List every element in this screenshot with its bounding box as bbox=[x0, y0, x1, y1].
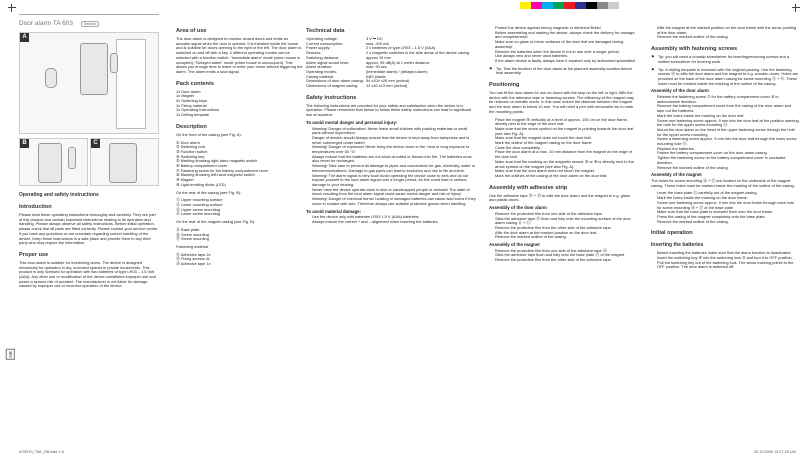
adhesive-item: • Remove the protective film from one side of the adhesive tape. bbox=[495, 212, 637, 217]
language-side-tab: GB bbox=[7, 351, 13, 358]
rear-item: ⑭ Lower screw mounting bbox=[176, 211, 220, 217]
screw-item: • Fasten the battery compartment cover on the door alarm casing. bbox=[657, 151, 799, 156]
avoid-heading: To avoid mortal danger and personal injury: bbox=[306, 119, 398, 125]
footer-right: 25.10.2006 13:27:20 Uhr bbox=[753, 450, 796, 454]
pack-heading: Pack contents bbox=[176, 80, 214, 87]
magnet-intro: On the rear of the magnet casing (see Fig. B): bbox=[176, 219, 256, 225]
affix-item: • Remove the marked outline of the casing. bbox=[657, 35, 799, 40]
safety-heading: Safety instructions bbox=[306, 94, 357, 101]
tech-key: Dimensions of magnet casing: bbox=[306, 83, 359, 89]
screw-magnet-item: • Remove the marked outline of the casing. bbox=[657, 220, 799, 225]
adhesive-item: • Affix the door alarm at the marked position on the door leaf. bbox=[495, 231, 637, 236]
desc-item: ⑦ Fastening screw for the battery compartment cover bbox=[176, 167, 269, 173]
desc-item: ① Door alarm bbox=[176, 139, 200, 145]
pack-item: 1x Magnet bbox=[176, 93, 195, 99]
tech-value: 54 x104 x26 mm (wxhxd) bbox=[366, 78, 410, 84]
footer-left: KOEHO_TA6_GB.indd 1-5 bbox=[19, 450, 64, 454]
desc-item: ④ Switching key bbox=[176, 153, 205, 159]
screw-item: • Remove the battery compartment cover from the casing of the door alarm and take out the batteries. bbox=[657, 104, 799, 113]
protect-item: • Remove the batteries when the device is not in use over a longer period. bbox=[495, 50, 637, 55]
battery-item: • Pull the switching key out of the switching lock. The arrow marking points to the OFF position. The door alarm is switched off. bbox=[657, 261, 799, 270]
screw-item: • Screw one fastening screw approx. 9 mm into the door leaf at the position marking the hole for the upper screw mounting ⑬. bbox=[657, 119, 799, 128]
material-item: • Use the device only with batteries LR03 1.5 V (AAA) batteries! bbox=[312, 215, 476, 220]
tech-key: Operating modes: bbox=[306, 68, 337, 74]
proper-use-text: This door alarm is suitable for monitoring doors. The device is designed exclusively for operation in dry, enclosed spaces in private households. This product is only licensed for operation with two batteries of type LR03 – 1.5 Volt (AAA). Any other use or modification of the device constitutes improper use and poses a serious risk of accident. The manufacturer is not liable for damage caused by improper use or incorrect operation of the device. bbox=[19, 259, 156, 289]
template-tip: ⚑ Tip: A drilling template is enclosed with the original packing. Use the fastening screws ⑲ to affix the door alarm and the magnet to e.g. wooden doors. Holes are provided on the back of the door alarm casing for screw mounting ⑬ + ⑭. These holes must be marked inside the marking of the outline of the casing. bbox=[651, 68, 799, 87]
desc-list bbox=[176, 141, 303, 188]
tech-value: ABS plastic bbox=[366, 73, 386, 79]
figure-label-a: A bbox=[20, 33, 29, 42]
tech-key: Alarm signal sound level: bbox=[306, 59, 350, 65]
adhesive-magnet-item: • Stick the adhesive tape flush and fully onto the base plate ⑮ of the magnet. bbox=[495, 253, 637, 258]
rear-item: ⑪ Upper mounting surface bbox=[176, 197, 223, 203]
avoid-item: • Warning! Take care to prevent all damage to pipes and connections for gas, electricity, water or telecommunications. Damage to gas pipes can lead to explosion and risk to life and limb. bbox=[312, 164, 476, 173]
screw-item: • Screw a fastening screw approx. 9 mm into the door leaf through the lower screw mounting hole ⑭. bbox=[657, 137, 799, 146]
adhesive-item: • Remove the marked outline of the casing. bbox=[495, 235, 637, 240]
switching-key-illustration bbox=[45, 68, 57, 88]
screw-magnet-item: • Lever the base plate ⑮ carefully out of the magnet casing. bbox=[657, 191, 799, 196]
positioning-heading: Positioning bbox=[489, 82, 520, 89]
desc-item: ⑤ Marking showing right-hand magnetic switch bbox=[176, 158, 258, 164]
avoid-item: • Always ensure that the batteries are not short-circuited or thrown into fire. The batteries must also never be recharged. bbox=[312, 155, 476, 164]
magnet-illustration bbox=[110, 53, 118, 73]
pack-item: 1x Operating instructions bbox=[176, 107, 220, 113]
desc-intro: On the front of the casing (see Fig. A): bbox=[176, 131, 242, 137]
registration-mark-right bbox=[792, 4, 800, 12]
tech-key: Operating voltage: bbox=[306, 36, 338, 41]
positioning-item: • Make sure that the magnet does not touch the door leaf. bbox=[495, 136, 637, 141]
door-alarm-illustration bbox=[80, 43, 108, 95]
figure-label-c: C bbox=[91, 139, 100, 148]
magnet-item: ⑯ Screw mounting bbox=[176, 231, 209, 237]
adhesive-item: • Remove the protective film from the other side of the adhesive tape. bbox=[495, 226, 637, 231]
adhesive-sub-alarm: Assembly of the door alarm bbox=[489, 205, 547, 211]
fastening-item: ⑲ Fixing screws 4x bbox=[176, 256, 210, 262]
screws-heading: Assembly with fastening screws bbox=[651, 46, 738, 53]
tech-value: approx.15 mm bbox=[366, 54, 391, 60]
protect-item: • Before assembling and starting the device, always check the delivery for damage and completeness! bbox=[495, 31, 637, 40]
color-bar bbox=[520, 2, 619, 9]
battery-item: • Before inserting the batteries make sure that the alarm function is deactivated. bbox=[657, 251, 799, 256]
tech-heading: Technical data bbox=[306, 28, 345, 34]
magnet-item: ⑮ Base plate bbox=[176, 226, 200, 232]
magnet-rear-illustration bbox=[68, 147, 76, 169]
proper-use-heading: Proper use bbox=[19, 251, 49, 258]
screw-item: • Replace the batteries. bbox=[657, 147, 799, 152]
desc-item: ⑥ Battery compartment cover bbox=[176, 163, 228, 169]
positioning-list bbox=[489, 118, 637, 179]
alarm-rear-illustration bbox=[38, 143, 62, 183]
rear-intro: On the rear of the casing (see Fig. B): bbox=[176, 189, 242, 195]
screw-item: • Remove the marked outline of the casing. bbox=[657, 166, 799, 171]
tech-value: 12 x40 x13 mm (wxhxd) bbox=[366, 83, 408, 89]
pack-item: 2x Switching keys bbox=[176, 98, 207, 104]
material-heading: To avoid material damage: bbox=[306, 208, 362, 214]
rear-list bbox=[176, 198, 303, 217]
fastening-intro: Fastening material bbox=[176, 243, 209, 249]
fastening-item: ⑱ Adhesive tape 2x bbox=[176, 251, 211, 257]
registration-mark-left bbox=[8, 4, 16, 12]
pack-item: 1x Drilling template bbox=[176, 112, 210, 118]
tech-value: 2 x magnetic switches in the side areas of the device casing bbox=[366, 50, 470, 56]
column-5 bbox=[651, 14, 799, 443]
tech-value: approx. 95 dB(A) at 1 meter distance bbox=[366, 59, 430, 65]
protect-item: • Use always new and never used batteries. bbox=[495, 54, 637, 59]
protect-item: • If the alarm device is faulty, always have it repaired only by authorised specialists! bbox=[495, 59, 637, 64]
adhesive-text: Use the adhesive tape ⑱ + ⑳ to affix the door alarm and the magnet to e.g. glass and plastic doors. bbox=[489, 192, 630, 203]
positioning-item: • Place the door alarm at a max. 10 mm distance from the magnet on the edge of the door leaf. bbox=[495, 150, 637, 159]
tech-table bbox=[306, 37, 476, 89]
avoid-item: • Warning! Danger of explosion! Never bring the device close to fire, heat or long exposure to temperatures over 50 °C! bbox=[312, 145, 476, 154]
tech-key: Switching distance: bbox=[306, 54, 340, 60]
column-4 bbox=[489, 14, 637, 443]
screw-item: • Mount the door alarm on the head of the upper fastening screw through the hole for the upper screw mounting. bbox=[657, 128, 799, 137]
rear-item: ⑬ Upper screw mounting bbox=[176, 206, 220, 212]
area-text: The door alarm is designed to monitor closed doors and emits an acoustic signal when the door is opened. It is installed inside the house and is suitable for doors opening to the right or the left. The door alarm is switched on and off with a key. 2 different operating modes can be selected with a function switch: “Immediate alarm” mode (when house is occupied); “Delayed alarm” mode (when house is unoccupied). This allows you enough time to leave or enter your home without triggering the alarm. The alarm emits a loud signal. bbox=[176, 36, 303, 74]
adhesive-heading: Assembly with adhesive strip bbox=[489, 184, 568, 191]
screw-magnet-item: • Screw one fastening screw approx. 9 mm into the door frame through each hole for screw mounting ⑯ + ⑰ of the base plate. bbox=[657, 201, 799, 210]
screw-magnet-list bbox=[651, 191, 799, 224]
safety-text: The following instructions are provided for your safety and satisfaction when the device is in operation. Please remember that failure to follow these safety instructions can lead to significant risk of accident. bbox=[306, 102, 472, 118]
screwdriver-tip: ⚑ Tip: you will need a crosstip screwdriver for inserting/removing screws and a slotted screwdriver for levering work. bbox=[651, 55, 799, 64]
column-2 bbox=[176, 14, 303, 443]
description-heading: Description bbox=[176, 123, 207, 130]
pack-item: 1x Door alarm bbox=[176, 88, 201, 94]
adhesive-alarm-list bbox=[489, 212, 637, 240]
intro-heading: Introduction bbox=[19, 204, 52, 210]
screw-item: • Mark the holes inside the marking on the door leaf. bbox=[657, 114, 799, 119]
batteries-list bbox=[651, 251, 799, 270]
desc-item: ② Switching lock bbox=[176, 144, 206, 150]
affix-list bbox=[651, 26, 799, 40]
pack-list bbox=[176, 90, 303, 118]
adhesive-magnet-list bbox=[489, 249, 637, 263]
operating-title: Operating and safety instructions bbox=[19, 192, 99, 198]
tech-value: 3 V ⎓ DC bbox=[366, 36, 383, 41]
adhesive-magnet-item: • Remove the protective film from the other side of the adhesive tape. bbox=[495, 258, 637, 263]
protect-item: • Protect the device against strong magnetic or electrical fields! bbox=[495, 26, 637, 31]
area-heading: Area of use bbox=[176, 28, 207, 34]
tech-key: Dimensions of door alarm casing: bbox=[306, 78, 364, 84]
magnet-item: ⑰ Screw mounting bbox=[176, 236, 209, 242]
pack-item: 1x Fixing material bbox=[176, 102, 207, 108]
screw-alarm-list bbox=[651, 95, 799, 170]
material-item: • Always ensure the correct + and – alignment when inserting the batteries. bbox=[312, 220, 476, 225]
fastening-list bbox=[176, 253, 303, 267]
rear-item: ⑫ Lower mounting surface bbox=[176, 201, 223, 207]
tech-key: Casing material: bbox=[306, 73, 335, 79]
figure-c bbox=[90, 138, 159, 186]
positioning-item: • Mark the outline of the magnet casing on the door frame. bbox=[495, 141, 637, 146]
tech-value: (immediate alarm) / (delayed alarm) bbox=[366, 68, 428, 74]
intro-text: Please read these operating instructions thoroughly and carefully. They are part of this product and contain important instructions relating to its operation and handling. Please always observe all safety instructions. Before initial operation, please check that all parts are fitted correctly. Please contact your service centre if you have any questions or are uncertain regarding correct handling of the device. Keep these instructions in a safe place and provide them to any third party who may require the information. bbox=[19, 212, 158, 246]
test-tip: ⚑ Tip: Test the function of the door alarm at the planned assembly location before final assembly. bbox=[489, 67, 637, 76]
page-header bbox=[19, 14, 159, 30]
tech-value: max. 200 mA bbox=[366, 40, 389, 46]
figure-label-b: B bbox=[20, 139, 29, 148]
protect-list bbox=[489, 26, 637, 64]
tech-value: 2 x batteries of type LR03 – 1.5 V (AAA) bbox=[366, 45, 436, 51]
language-badge: Deutsch bbox=[81, 21, 99, 28]
avoid-item: • Warning! The alarm signal is very loud! Avoid operating the device close to ears and do not expose yourself to the loud alarm signal over a longer period, as this could lead to serious damage to your hearing. bbox=[312, 174, 476, 188]
positioning-item: • Make sure that the marking on the magnetic sensor ⑤ or ⑧ is directly next to the arrow symbol on the magnet (see also Fig. A). bbox=[495, 160, 637, 169]
screw-item: • Tighten the fastening screw on the battery compartment cover in clockwise direction. bbox=[657, 156, 799, 165]
adhesive-sub-magnet: Assembly of the magnet bbox=[489, 242, 540, 248]
tech-value: max. 90 sec bbox=[366, 64, 387, 70]
desc-item: ③ Function switch bbox=[176, 148, 208, 154]
battery-item: • Insert the switching key ④ into the switching lock ② and turn it to OFF position. bbox=[657, 256, 799, 261]
battery-compartment-illustration bbox=[109, 143, 137, 183]
avoid-list bbox=[306, 127, 476, 207]
tech-key: Alarm duration: bbox=[306, 64, 333, 70]
positioning-item: • Make sure that the door alarm does not touch the magnet. bbox=[495, 169, 637, 174]
column-1 bbox=[19, 14, 159, 443]
tech-key: Sensors: bbox=[306, 50, 322, 56]
positioning-item: • Place the magnet ⑨ vertically at a level of approx. 150 cm on the door frame, directly next to the edge of the door leaf. bbox=[495, 118, 637, 127]
adhesive-item: • Stick the adhesive tape ⑱ flush and fully onto the mounting surface of the door alarm casing ⑪ + ⑫. bbox=[495, 217, 637, 226]
inserting-batteries-heading: Inserting the batteries bbox=[651, 242, 704, 249]
figure-a bbox=[19, 32, 159, 134]
screw-sub-magnet: Assembly of the magnet bbox=[651, 172, 702, 178]
column-3 bbox=[306, 14, 476, 443]
door-illustration bbox=[116, 39, 146, 129]
tech-key: Current consumption: bbox=[306, 40, 344, 46]
affix-item: • Affix the magnet at the marked position on the door frame with the arrow pointing at the door alarm. bbox=[657, 26, 799, 35]
desc-item: ⑨ Magnet bbox=[176, 177, 194, 183]
screw-magnet-text: The holes for screw mounting ⑯ + ⑰ are located on the underside of the magnet casing. These holes must be marked inside the marking of the outline of the casing. bbox=[651, 177, 795, 188]
avoid-item: • Danger of electric shock! Always ensure that the device is kept away from dampness and is never submerged under water! bbox=[312, 136, 476, 145]
material-list bbox=[306, 215, 476, 224]
desc-item: ⑧ Marking showing left-hand magnetic switch bbox=[176, 172, 255, 178]
screw-sub-alarm: Assembly of the door alarm bbox=[651, 88, 709, 94]
protect-item: • Make sure no glass or mirror surfaces of the door leaf are damaged during assembly! bbox=[495, 40, 637, 49]
positioning-item: • Close the door completely. bbox=[495, 146, 637, 151]
avoid-item: • Never have the device operate close to sick or handicapped people or animals! The state of shock resulting from the loud alarm signal could cause mortal danger and risk of injury! bbox=[312, 188, 476, 197]
screw-item: • Release the fastening screw ⑦ for the battery compartment cover ⑥ in anticlockwise direction. bbox=[657, 95, 799, 104]
fastening-item: ⑳ Adhesive tape 1x bbox=[176, 261, 211, 267]
tech-key: Power supply: bbox=[306, 45, 331, 51]
avoid-item: • Warning! Danger of chemical burns! Leaking or damaged batteries can cause acid burns if they come in contact with skin. Therefore always use suitable protective gloves when handling. bbox=[312, 197, 476, 206]
desc-item: ⑩ Light-emitting diode (LED) bbox=[176, 181, 226, 187]
screw-magnet-item: • Press the casing of the magnet completely onto the base plate. bbox=[657, 215, 799, 220]
positioning-item: • Mark the outlines of the casing of the door alarm on the door leaf. bbox=[495, 174, 637, 179]
figure-b bbox=[19, 138, 88, 186]
avoid-item: • Warning! Danger of suffocation! Never leave small children with packing materials or small parts without supervision. bbox=[312, 127, 476, 136]
magnet-list bbox=[176, 228, 303, 242]
screw-magnet-item: • Mark the holes inside the marking on the door frame. bbox=[657, 196, 799, 201]
positioning-text: You can fit the door alarm for use on doors with the stop on the left or right. Affix the device with the adhesive tape or fastening screws. The efficiency of the magnet may be reduced on metallic doors. In this case reduce the distance between the magnet and the door alarm to below 10 mm. You will need a pen with removable ink to mark the mounting points. bbox=[489, 90, 634, 114]
initial-operation-heading: Initial operation bbox=[651, 230, 693, 237]
adhesive-magnet-item: • Remove the protective film from one side of the adhesive tape ⑳. bbox=[495, 249, 637, 254]
page-title: Door alarm TA 603 bbox=[19, 19, 73, 27]
screw-magnet-item: • Make sure that the base plate is screwed flush onto the door frame. bbox=[657, 210, 799, 215]
positioning-item: • Make sure that the arrow symbol on the magnet is pointing towards the door leaf (see also Fig. A). bbox=[495, 127, 637, 136]
